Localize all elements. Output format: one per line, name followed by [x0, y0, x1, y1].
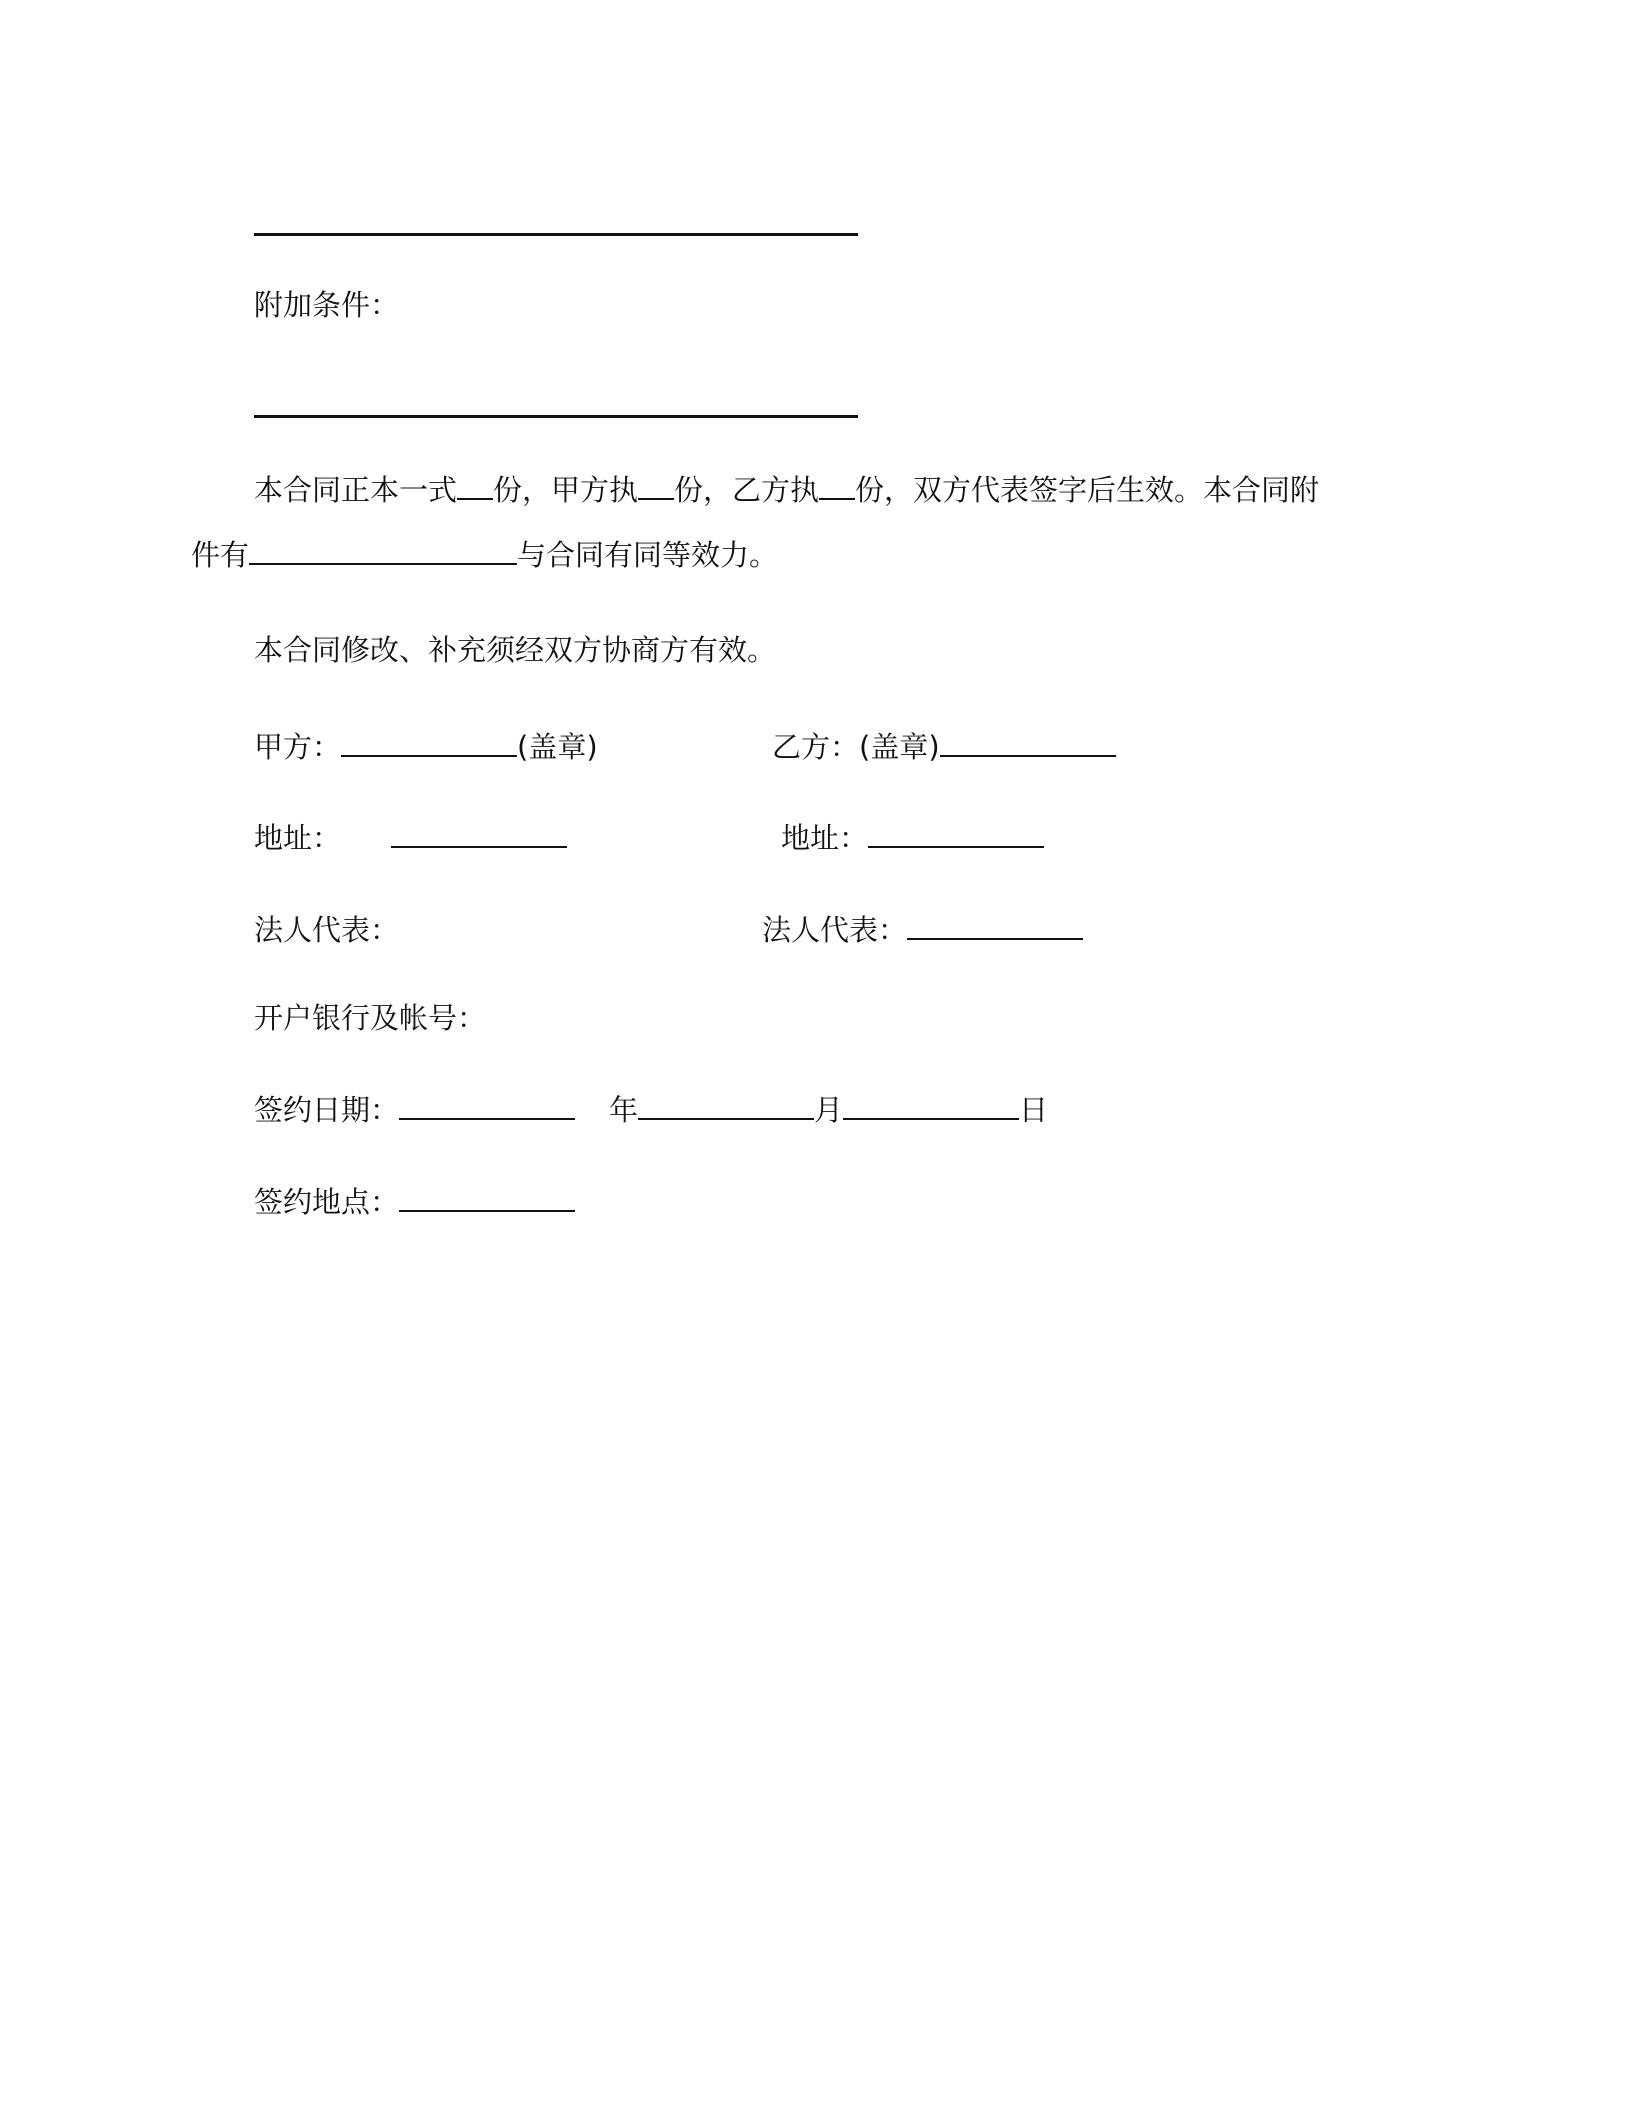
sign-date-month: 月	[814, 1093, 844, 1127]
party-a-legal-rep-row	[254, 910, 399, 950]
party-a-row	[254, 727, 598, 767]
sign-place-blank[interactable]	[399, 1188, 575, 1212]
party-a-seal: (盖章)	[517, 730, 598, 764]
party-b-row	[772, 727, 1116, 767]
copies-text-1: 本合同正本一式	[254, 473, 458, 507]
sign-date-day-blank[interactable]	[843, 1096, 1019, 1120]
party-a-label: 甲方：	[254, 730, 342, 764]
party-b-legal-rep-blank[interactable]	[907, 916, 1083, 940]
party-b-legal-rep-row	[762, 910, 1083, 950]
amendment-clause: 本合同修改、补充须经双方协商方有效。	[254, 633, 777, 667]
additional-terms-label: 附加条件：	[254, 288, 400, 322]
party-b-address-blank[interactable]	[868, 824, 1044, 848]
party-a-legal-rep-label: 法人代表：	[254, 913, 400, 947]
party-a-address-row	[254, 818, 567, 858]
copies-text-4: 份，双方代表签字后生效。本合同附	[855, 473, 1320, 507]
copies-text-2: 份，甲方执	[493, 473, 639, 507]
copies-text-3: 份，乙方执	[674, 473, 820, 507]
sign-date-row	[254, 1090, 1048, 1130]
copies-text-6: 与合同有同等效力。	[517, 538, 779, 572]
sign-place-label: 签约地点：	[254, 1185, 400, 1219]
attachments-blank[interactable]	[249, 541, 517, 565]
party-a-address-blank[interactable]	[391, 824, 567, 848]
copies-party-a-blank[interactable]	[638, 476, 674, 500]
party-a-address-label: 地址：	[254, 821, 342, 855]
party-b-address-row	[781, 818, 1044, 858]
sign-date-year: 年	[609, 1093, 639, 1127]
copies-clause-line1	[254, 470, 1319, 510]
additional-terms-blank[interactable]	[254, 415, 858, 418]
copies-clause-line2	[191, 535, 778, 575]
sign-date-month-blank[interactable]	[638, 1096, 814, 1120]
party-b-label: 乙方：	[772, 730, 860, 764]
blank-line-top[interactable]	[254, 233, 858, 236]
party-b-seal: (盖章)	[859, 730, 940, 764]
sign-date-label: 签约日期：	[254, 1093, 400, 1127]
copies-total-blank[interactable]	[457, 476, 493, 500]
copies-party-b-blank[interactable]	[819, 476, 855, 500]
bank-account-label: 开户银行及帐号：	[254, 1001, 487, 1035]
party-b-legal-rep-label: 法人代表：	[762, 913, 908, 947]
sign-date-blank[interactable]	[399, 1096, 575, 1120]
party-b-name-blank[interactable]	[940, 733, 1116, 757]
party-a-name-blank[interactable]	[341, 733, 517, 757]
sign-place-row	[254, 1182, 575, 1222]
sign-date-day: 日	[1019, 1093, 1049, 1127]
copies-text-5: 件有	[191, 538, 250, 572]
party-b-address-label: 地址：	[781, 821, 869, 855]
